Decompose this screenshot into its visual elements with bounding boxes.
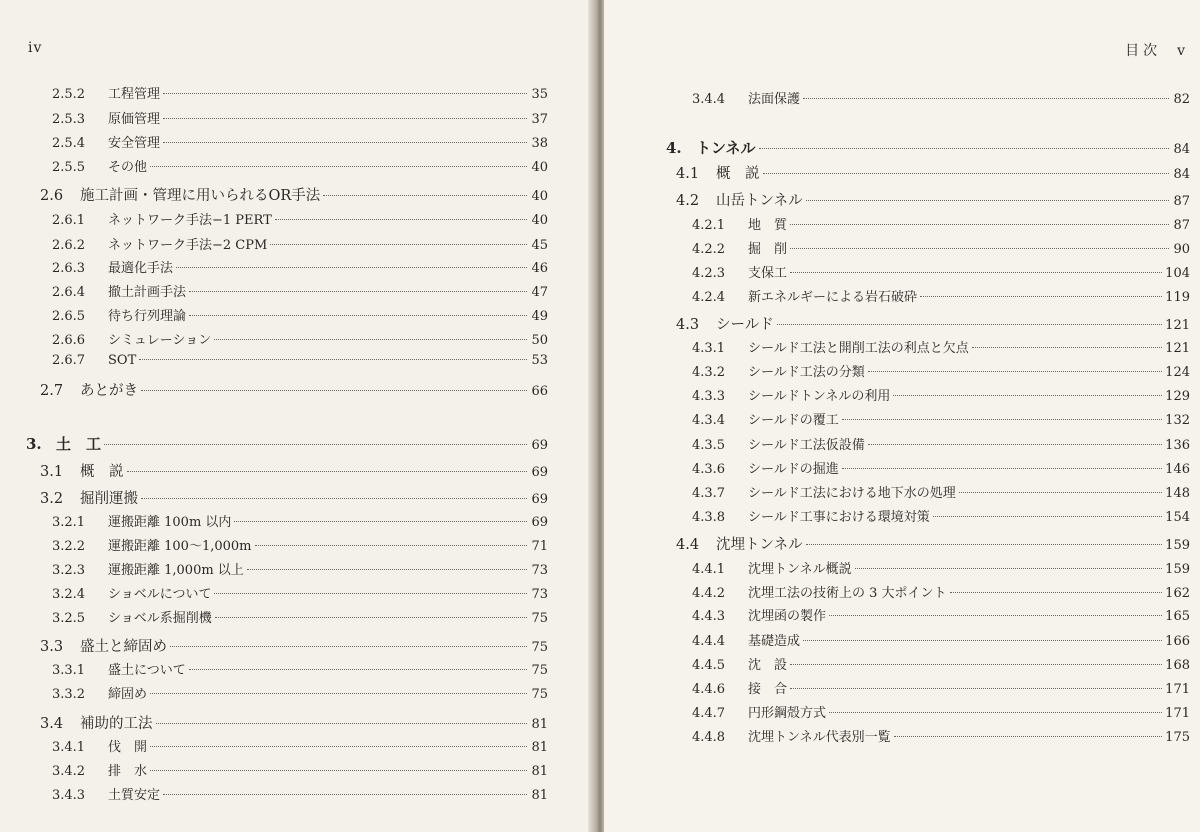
toc-entry-number: 2.5.4 — [52, 136, 86, 151]
toc-entry-number: 4.4.4 — [692, 634, 726, 649]
toc-entry-title: シールド — [716, 317, 774, 333]
dot-leader — [950, 592, 1163, 593]
toc-entry-page: 69 — [531, 438, 548, 453]
toc-entry-page: 132 — [1165, 413, 1190, 428]
toc-entry-title: 山岳トンネル — [716, 193, 803, 209]
toc-entry-title: 新エネルギーによる岩石破砕 — [748, 290, 918, 305]
toc-entry — [692, 506, 1190, 525]
toc-entry-page: 121 — [1165, 341, 1190, 356]
dot-leader — [189, 669, 527, 670]
dot-leader — [214, 593, 527, 594]
toc-entry-page: 38 — [531, 136, 548, 151]
toc-entry-title: 撤土計画手法 — [108, 285, 187, 300]
toc-entry-page: 75 — [531, 663, 548, 678]
dot-leader — [777, 324, 1162, 325]
dot-leader — [270, 244, 527, 245]
dot-leader — [139, 359, 527, 360]
toc-entry-title: 最適化手法 — [108, 261, 174, 276]
toc-entry-number: 2.5.5 — [52, 160, 86, 175]
toc-entry — [692, 726, 1190, 745]
toc-entry-title: シールドの掘進 — [748, 462, 839, 477]
dot-leader — [163, 93, 527, 94]
dot-leader — [894, 736, 1163, 737]
toc-entry — [40, 184, 548, 205]
toc-entry-title: 運搬距離 100m 以内 — [108, 515, 232, 530]
right-page — [604, 0, 1200, 832]
toc-entry-title: 工程管理 — [108, 87, 161, 102]
toc-entry-number: 3.2.2 — [52, 539, 86, 554]
toc-entry-page: 129 — [1165, 389, 1190, 404]
toc-entry — [40, 712, 548, 733]
dot-leader — [790, 688, 1162, 689]
toc-entry-number: 3.2.1 — [52, 515, 86, 530]
toc-entry-page: 119 — [1165, 290, 1190, 305]
toc-entry-page: 40 — [531, 160, 548, 175]
dot-leader — [829, 712, 1162, 713]
dot-leader — [763, 173, 1170, 174]
toc-entry — [692, 385, 1190, 404]
toc-entry-title: 伐 開 — [108, 740, 148, 755]
toc-entry-number: 4.4.8 — [692, 730, 726, 745]
dot-leader — [920, 296, 1162, 297]
toc-entry — [692, 88, 1190, 107]
toc-entry-title: 沈埋トンネル — [716, 537, 803, 553]
dot-leader — [893, 395, 1162, 396]
toc-entry-number: 3.4.4 — [692, 92, 726, 107]
toc-entry-number: 3.4.2 — [52, 764, 86, 779]
toc-entry-title: シールド工法仮設備 — [748, 438, 865, 453]
dot-leader — [156, 723, 528, 724]
dot-leader — [214, 339, 527, 340]
dot-leader — [163, 118, 527, 119]
dot-leader — [829, 615, 1162, 616]
toc-entry-number: 3.3.2 — [52, 687, 86, 702]
toc-entry-number: 4.3.7 — [692, 486, 726, 501]
toc-entry-page: 46 — [531, 261, 548, 276]
dot-leader — [150, 770, 527, 771]
dot-leader — [275, 219, 527, 220]
toc-entry-page: 171 — [1165, 682, 1190, 697]
dot-leader — [842, 468, 1162, 469]
toc-entry-page: 104 — [1165, 266, 1190, 281]
toc-entry-number: 4.1 — [676, 166, 700, 182]
dot-leader — [759, 148, 1169, 149]
toc-entry-number: 3.2.3 — [52, 563, 86, 578]
toc-entry — [676, 313, 1190, 334]
dot-leader — [790, 664, 1162, 665]
toc-entry-title: 沈埋工法の技術上の 3 大ポイント — [748, 586, 947, 601]
dot-leader — [189, 291, 527, 292]
toc-entry-number: 4.4.2 — [692, 586, 726, 601]
toc-entry — [52, 559, 548, 578]
toc-entry-number: 2.6.1 — [52, 213, 86, 228]
toc-entry-number: 4.3.4 — [692, 413, 726, 428]
toc-entry-number: 4.4.7 — [692, 706, 726, 721]
dot-leader — [806, 200, 1169, 201]
toc-entry — [52, 108, 548, 127]
toc-entry-page: 66 — [531, 384, 548, 399]
dot-leader — [104, 444, 527, 445]
toc-entry-title: トンネル — [696, 139, 756, 157]
toc-entry-number: 3.4 — [40, 716, 64, 732]
toc-entry-title: シールド工法の分類 — [748, 365, 865, 380]
toc-entry — [692, 286, 1190, 305]
toc-entry-title: シールド工事における環境対策 — [748, 510, 930, 525]
toc-entry — [692, 630, 1190, 649]
toc-entry-page: 171 — [1165, 706, 1190, 721]
toc-entry-number: 4.2.2 — [692, 242, 726, 257]
dot-leader — [933, 516, 1162, 517]
dot-leader — [141, 498, 527, 499]
toc-entry-title: ショベルについて — [108, 587, 212, 602]
toc-entry-title: シールド工法における地下水の処理 — [748, 486, 956, 501]
toc-entry-number: 3. — [26, 435, 42, 453]
toc-entry-title: 沈 設 — [748, 658, 788, 673]
toc-header-title: 目次 — [1125, 43, 1162, 59]
toc-entry — [676, 189, 1190, 210]
dot-leader — [176, 267, 527, 268]
dot-leader — [803, 98, 1169, 99]
toc-entry — [692, 409, 1190, 428]
toc-entry-page: 84 — [1173, 167, 1190, 182]
toc-entry — [692, 262, 1190, 281]
toc-entry-title: 概 説 — [716, 166, 760, 182]
toc-entry-title: 土質安定 — [108, 788, 161, 803]
toc-entry-page: 90 — [1173, 242, 1190, 257]
toc-entry — [52, 760, 548, 779]
toc-entry — [692, 434, 1190, 453]
toc-entry-number: 3.1 — [40, 464, 64, 480]
toc-entry-page: 166 — [1165, 634, 1190, 649]
toc-entry-number: 2.6.3 — [52, 261, 86, 276]
toc-entry-number: 4.4.3 — [692, 609, 726, 624]
dot-leader — [141, 390, 527, 391]
toc-entry-title: 接 合 — [748, 682, 788, 697]
toc-entry-number: 2.6.4 — [52, 285, 86, 300]
toc-entry — [692, 482, 1190, 501]
toc-entry-page: 81 — [531, 717, 548, 732]
toc-entry-page: 53 — [531, 353, 548, 368]
toc-entry — [52, 83, 548, 102]
toc-entry-title: シミュレーション — [108, 333, 212, 348]
toc-entry-page: 146 — [1165, 462, 1190, 477]
toc-entry-title: 法面保護 — [748, 92, 801, 107]
toc-entry — [52, 305, 548, 324]
dot-leader — [234, 521, 527, 522]
toc-entry — [52, 736, 548, 755]
dot-leader — [803, 640, 1162, 641]
toc-entry — [692, 337, 1190, 356]
toc-entry-page: 37 — [531, 112, 548, 127]
toc-entry-number: 3.4.1 — [52, 740, 86, 755]
toc-entry-number: 4.2.1 — [692, 218, 726, 233]
toc-entry-page: 175 — [1165, 730, 1190, 745]
left-page-number: iv — [28, 40, 43, 56]
toc-entry — [52, 683, 548, 702]
toc-entry-page: 124 — [1165, 365, 1190, 380]
toc-entry-number: 3.2 — [40, 491, 64, 507]
toc-entry-title: 沈埋函の製作 — [748, 609, 827, 624]
toc-entry-number: 4.4.6 — [692, 682, 726, 697]
toc-entry-number: 3.2.4 — [52, 587, 86, 602]
toc-entry-page: 81 — [531, 764, 548, 779]
toc-entry-page: 69 — [531, 515, 548, 530]
toc-entry-number: 4.3.2 — [692, 365, 726, 380]
dot-leader — [150, 693, 527, 694]
dot-leader — [855, 568, 1163, 569]
toc-entry-number: 4.3.3 — [692, 389, 726, 404]
toc-entry-page: 81 — [531, 788, 548, 803]
toc-entry-title: 掘 削 — [748, 242, 788, 257]
toc-entry — [52, 784, 548, 803]
toc-entry-title: 排 水 — [108, 764, 148, 779]
toc-entry — [52, 329, 548, 348]
toc-entry-number: 4.4 — [676, 537, 700, 553]
toc-entry — [692, 558, 1190, 577]
toc-entry-title: 基礎造成 — [748, 634, 801, 649]
toc-entry-title: 支保工 — [748, 266, 788, 281]
toc-entry-number: 4.3.8 — [692, 510, 726, 525]
toc-entry-page: 82 — [1173, 92, 1190, 107]
toc-entry-title: 締固め — [108, 687, 148, 702]
toc-entry-page: 75 — [531, 687, 548, 702]
toc-entry-page: 45 — [531, 238, 548, 253]
toc-entry-number: 4.3.1 — [692, 341, 726, 356]
toc-entry-number: 4.4.1 — [692, 562, 726, 577]
toc-entry-page: 69 — [531, 465, 548, 480]
toc-entry-page: 154 — [1165, 510, 1190, 525]
toc-entry-title: 概 説 — [80, 464, 124, 480]
dot-leader — [790, 248, 1169, 249]
dot-leader — [972, 347, 1162, 348]
left-page — [0, 0, 596, 832]
toc-entry-number: 2.6.7 — [52, 353, 86, 368]
toc-entry-page: 47 — [531, 285, 548, 300]
dot-leader — [959, 492, 1162, 493]
toc-entry-title: 運搬距離 100〜1,000m — [108, 539, 252, 554]
toc-entry — [52, 659, 548, 678]
toc-entry — [52, 132, 548, 151]
toc-entry — [692, 678, 1190, 697]
toc-entry-page: 75 — [531, 611, 548, 626]
toc-entry-page: 35 — [531, 87, 548, 102]
toc-entry-page: 87 — [1173, 218, 1190, 233]
toc-entry — [52, 535, 548, 554]
toc-entry — [676, 162, 1190, 183]
toc-entry-number: 3.3.1 — [52, 663, 86, 678]
toc-entry-page: 69 — [531, 492, 548, 507]
toc-entry-title: その他 — [108, 160, 148, 175]
dot-leader — [868, 371, 1162, 372]
dot-leader — [170, 646, 527, 647]
toc-entry — [52, 511, 548, 530]
toc-entry — [40, 379, 548, 400]
dot-leader — [842, 419, 1162, 420]
toc-entry-number: 4.3.5 — [692, 438, 726, 453]
toc-entry-page: 87 — [1173, 194, 1190, 209]
dot-leader — [323, 195, 527, 196]
dot-leader — [163, 794, 527, 795]
toc-entry-page: 81 — [531, 740, 548, 755]
toc-entry — [692, 458, 1190, 477]
dot-leader — [790, 272, 1162, 273]
toc-entry — [52, 353, 548, 368]
toc-entry-title: SOT — [108, 353, 137, 368]
toc-entry-number: 4.3 — [676, 317, 700, 333]
toc-entry-page: 49 — [531, 309, 548, 324]
toc-entry-page: 121 — [1165, 318, 1190, 333]
toc-entry-title: 運搬距離 1,000m 以上 — [108, 563, 244, 578]
toc-entry — [692, 702, 1190, 721]
toc-entry-page: 50 — [531, 333, 548, 348]
toc-entry-number: 2.6 — [40, 188, 64, 204]
dot-leader — [790, 224, 1169, 225]
toc-entry-title: シールドトンネルの利用 — [748, 389, 891, 404]
toc-entry — [692, 238, 1190, 257]
toc-entry-title: ネットワーク手法−1 PERT — [108, 213, 272, 228]
toc-entry-number: 4.2.4 — [692, 290, 726, 305]
toc-entry — [692, 582, 1190, 601]
toc-entry-page: 168 — [1165, 658, 1190, 673]
toc-entry-title: 円形鋼殻方式 — [748, 706, 827, 721]
toc-entry — [52, 583, 548, 602]
toc-entry-number: 2.6.2 — [52, 238, 86, 253]
toc-entry-page: 75 — [531, 640, 548, 655]
toc-entry — [40, 635, 548, 656]
toc-entry-page: 40 — [531, 189, 548, 204]
toc-entry — [52, 209, 548, 228]
toc-entry-title: シールドの覆工 — [748, 413, 839, 428]
toc-entry-page: 159 — [1165, 538, 1190, 553]
dot-leader — [150, 746, 527, 747]
toc-entry-number: 4.3.6 — [692, 462, 726, 477]
toc-entry — [52, 257, 548, 276]
toc-entry-title: 沈埋トンネル代表別一覧 — [748, 730, 891, 745]
toc-entry-page: 73 — [531, 563, 548, 578]
toc-entry-title: 原価管理 — [108, 112, 161, 127]
right-page-header — [1125, 40, 1186, 60]
toc-entry-number: 3.3 — [40, 639, 64, 655]
toc-entry-number: 2.6.6 — [52, 333, 86, 348]
dot-leader — [150, 166, 527, 167]
toc-entry-title: 盛土について — [108, 663, 186, 678]
toc-entry-title: 安全管理 — [108, 136, 161, 151]
toc-entry-number: 3.2.5 — [52, 611, 86, 626]
toc-entry-title: 掘削運搬 — [80, 491, 138, 507]
toc-entry-title: 地 質 — [748, 218, 788, 233]
toc-entry-title: あとがき — [80, 383, 138, 399]
dot-leader — [215, 617, 527, 618]
toc-entry-title: ショベル系掘削機 — [108, 611, 212, 626]
toc-entry — [692, 214, 1190, 233]
toc-entry — [52, 156, 548, 175]
toc-entry-title: ネットワーク手法−2 CPM — [108, 238, 268, 253]
toc-entry-page: 159 — [1165, 562, 1190, 577]
dot-leader — [127, 471, 528, 472]
toc-entry-page: 71 — [531, 539, 548, 554]
dot-leader — [255, 545, 528, 546]
toc-entry-number: 2.5.3 — [52, 112, 86, 127]
toc-entry-title: シールド工法と開削工法の利点と欠点 — [748, 341, 969, 356]
toc-entry-title: 盛土と締固め — [80, 639, 167, 655]
dot-leader — [806, 544, 1163, 545]
toc-entry-number: 2.5.2 — [52, 87, 86, 102]
toc-entry-page: 84 — [1173, 142, 1190, 157]
toc-entry — [26, 433, 548, 454]
right-page-number: v — [1177, 43, 1186, 59]
toc-entry-number: 4. — [666, 139, 682, 157]
toc-entry — [666, 137, 1190, 158]
toc-entry-page: 136 — [1165, 438, 1190, 453]
toc-entry-title: 施工計画・管理に用いられるOR手法 — [80, 188, 321, 204]
dot-leader — [189, 315, 527, 316]
toc-entry-page: 165 — [1165, 609, 1190, 624]
toc-entry-page: 148 — [1165, 486, 1190, 501]
toc-entry-page: 162 — [1165, 586, 1190, 601]
dot-leader — [163, 142, 527, 143]
toc-entry — [52, 607, 548, 626]
toc-entry — [40, 487, 548, 508]
toc-entry-title: 沈埋トンネル概説 — [748, 562, 852, 577]
toc-entry-number: 4.4.5 — [692, 658, 726, 673]
toc-entry — [52, 281, 548, 300]
toc-entry-number: 2.6.5 — [52, 309, 86, 324]
toc-entry-title: 補助的工法 — [80, 716, 153, 732]
toc-entry — [692, 605, 1190, 624]
toc-entry-page: 73 — [531, 587, 548, 602]
dot-leader — [868, 444, 1162, 445]
toc-entry-number: 3.4.3 — [52, 788, 86, 803]
toc-entry — [676, 533, 1190, 554]
toc-entry — [692, 654, 1190, 673]
toc-entry-page: 40 — [531, 213, 548, 228]
toc-entry-title: 待ち行列理論 — [108, 309, 187, 324]
toc-entry-number: 4.2 — [676, 193, 700, 209]
toc-entry — [52, 234, 548, 253]
toc-entry-title: 土 工 — [56, 435, 102, 453]
toc-entry — [40, 460, 548, 481]
toc-entry-number: 2.7 — [40, 383, 64, 399]
toc-entry-number: 4.2.3 — [692, 266, 726, 281]
dot-leader — [247, 569, 527, 570]
toc-entry — [692, 361, 1190, 380]
